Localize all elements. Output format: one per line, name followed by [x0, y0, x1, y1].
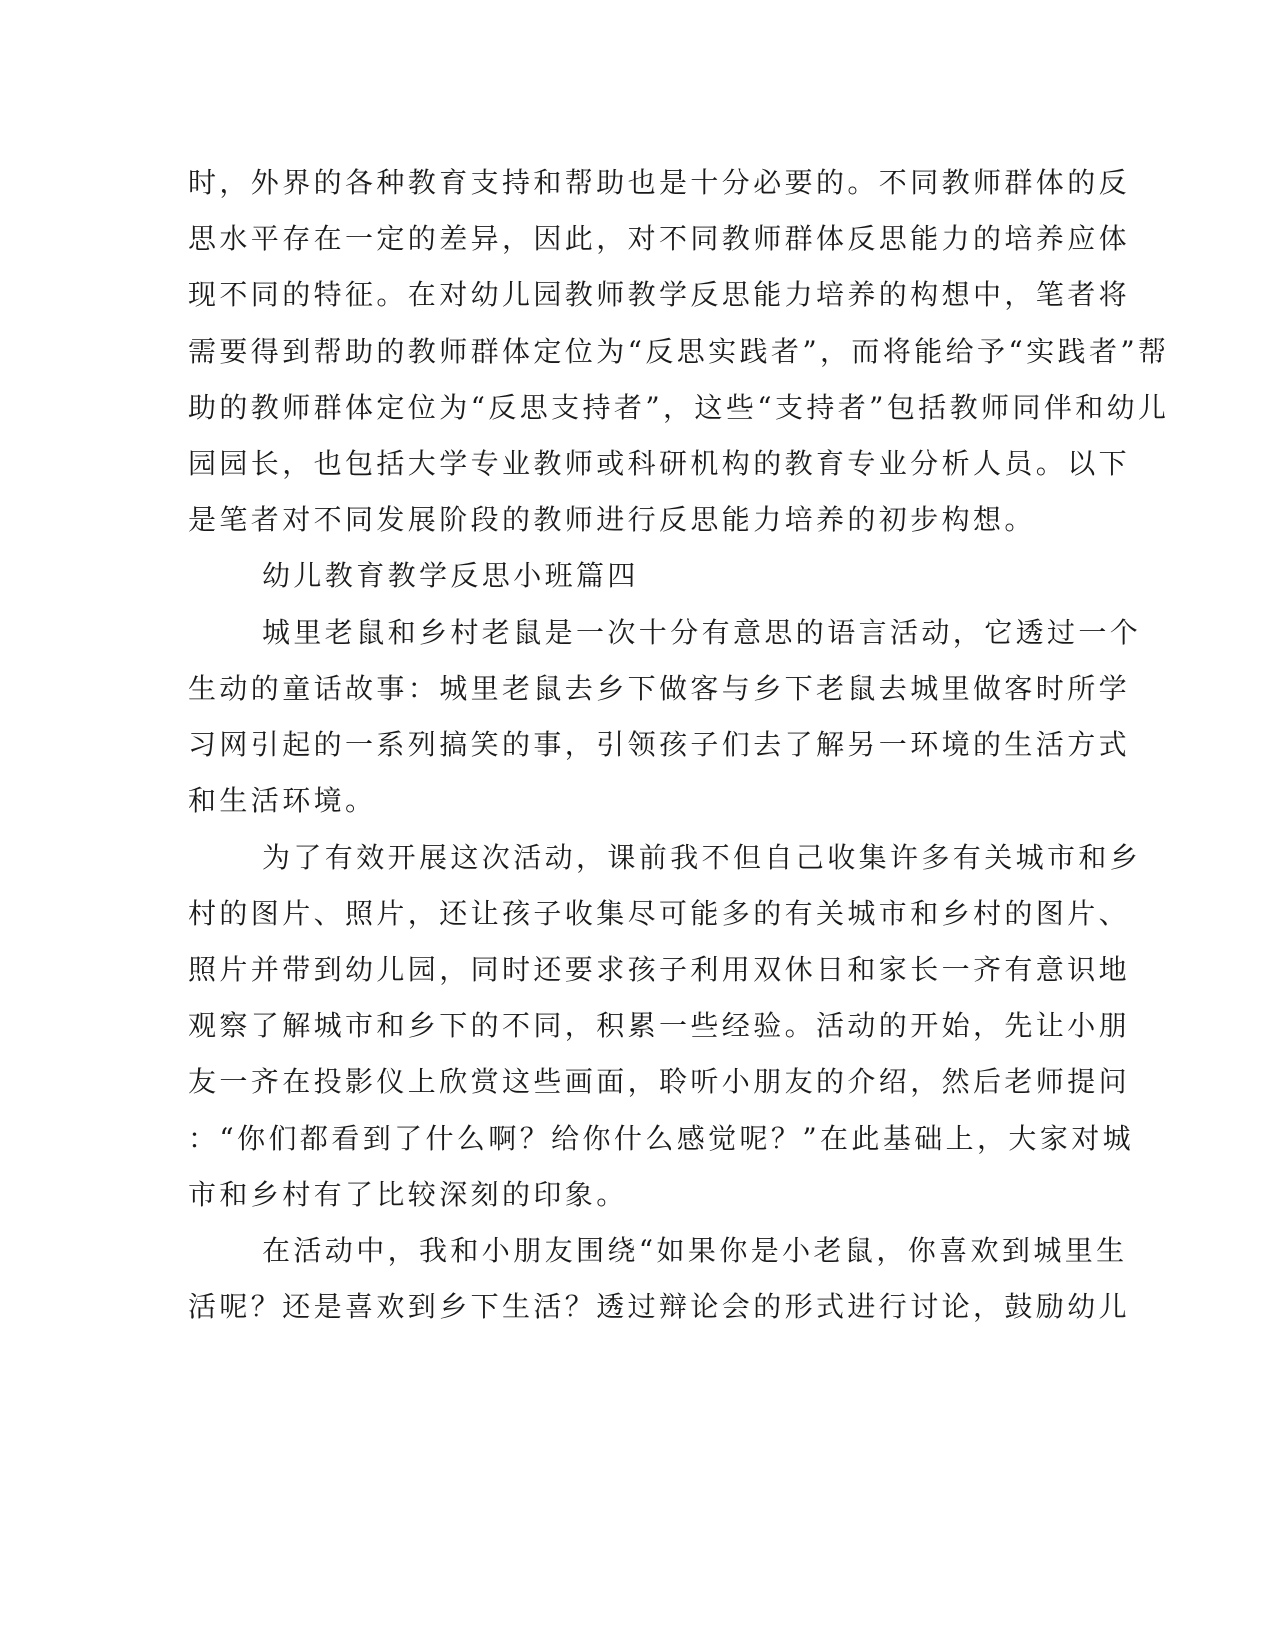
paragraph-first-line: 在活动中，我和小朋友围绕“如果你是小老鼠，你喜欢到城里生 — [262, 1234, 1128, 1267]
text-line: 照片并带到幼儿园，同时还要求孩子利用双休日和家长一齐有意识地 — [188, 953, 1131, 986]
text-line: 观察了解城市和乡下的不同，积累一些经验。活动的开始，先让小朋 — [188, 1009, 1131, 1042]
text-line: 市和乡村有了比较深刻的印象。 — [188, 1178, 628, 1211]
text-line: 现不同的特征。在对幼儿园教师教学反思能力培养的构想中，笔者将 — [188, 278, 1131, 311]
text-line: 思水平存在一定的差异，因此，对不同教师群体反思能力的培养应体 — [188, 222, 1131, 255]
text-line: 友一齐在投影仪上欣赏这些画面，聆听小朋友的介绍，然后老师提问 — [188, 1065, 1131, 1098]
paragraph-first-line: 为了有效开展这次活动，课前我不但自己收集许多有关城市和乡 — [262, 841, 1142, 874]
text-line: 助的教师群体定位为“反思支持者”，这些“支持者”包括教师同伴和幼儿 — [188, 391, 1170, 424]
paragraph-first-line: 城里老鼠和乡村老鼠是一次十分有意思的语言活动，它透过一个 — [262, 616, 1142, 649]
text-line: 时，外界的各种教育支持和帮助也是十分必要的。不同教师群体的反 — [188, 166, 1131, 199]
section-heading: 幼儿教育教学反思小班篇四 — [262, 559, 639, 592]
text-line: 村的图片、照片，还让孩子收集尽可能多的有关城市和乡村的图片、 — [188, 897, 1131, 930]
text-line: 需要得到帮助的教师群体定位为“反思实践者”，而将能给予“实践者”帮 — [188, 335, 1170, 368]
text-line: 园园长，也包括大学专业教师或科研机构的教育专业分析人员。以下 — [188, 447, 1131, 480]
text-line: ：“你们都看到了什么啊？给你什么感觉呢？”在此基础上，大家对城 — [188, 1122, 1135, 1155]
text-line: 习网引起的一系列搞笑的事，引领孩子们去了解另一环境的生活方式 — [188, 728, 1131, 761]
text-line: 生动的童话故事：城里老鼠去乡下做客与乡下老鼠去城里做客时所学 — [188, 672, 1131, 705]
text-line: 和生活环境。 — [188, 784, 377, 817]
text-line: 是笔者对不同发展阶段的教师进行反思能力培养的初步构想。 — [188, 503, 1036, 536]
text-line: 活呢？还是喜欢到乡下生活？透过辩论会的形式进行讨论，鼓励幼儿 — [188, 1290, 1131, 1323]
